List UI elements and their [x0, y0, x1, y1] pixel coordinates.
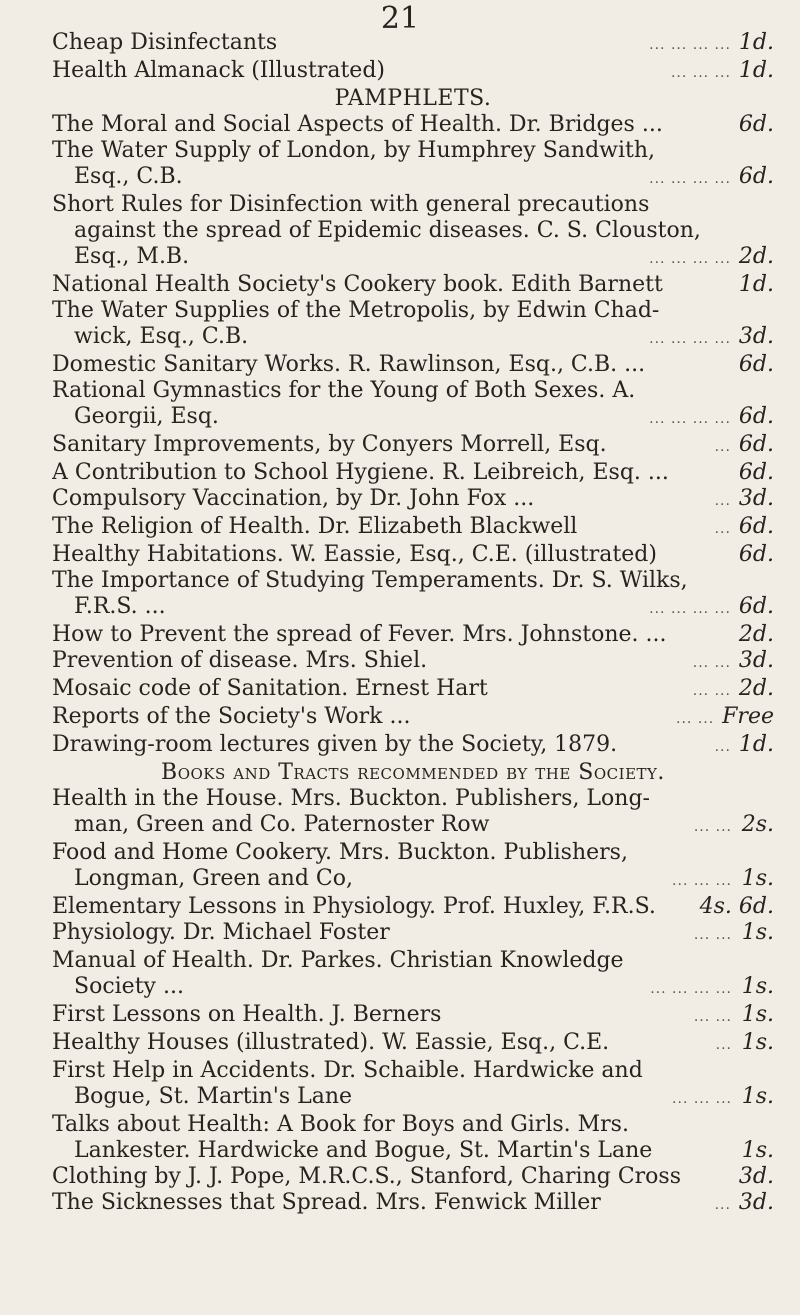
entry-price: 1d.: [738, 58, 774, 83]
entry-price: 6d.: [738, 460, 774, 485]
dot-leader: ... ... ... ...: [650, 981, 732, 997]
entry-price: 6d.: [738, 514, 774, 539]
list-item: [52, 272, 774, 298]
list-item: [52, 30, 774, 58]
dot-leader: ...: [714, 439, 731, 455]
entry-title: National Health Society's Cookery book. Edith Barnett: [52, 272, 663, 297]
pamphlet-list: [52, 112, 774, 760]
list-item: [52, 568, 774, 594]
page-number: 21: [380, 1, 420, 36]
list-item: [52, 460, 774, 486]
entry-price: 2d.: [738, 622, 774, 647]
entry-title: Physiology. Dr. Michael Foster: [52, 920, 390, 945]
list-item: [52, 1084, 774, 1112]
entry-title: Healthy Houses (illustrated). W. Eassie, Esq., C.E.: [52, 1030, 610, 1055]
entry-title: Prevention of disease. Mrs. Shiel.: [52, 648, 428, 673]
entry-title: Domestic Sanitary Works. R. Rawlinson, Esq., C.B. ...: [52, 352, 646, 377]
list-item: [52, 138, 774, 164]
entry-title: How to Prevent the spread of Fever. Mrs. Johnstone. ...: [52, 622, 667, 647]
dot-leader: ... ... ...: [670, 65, 731, 81]
list-item: [52, 812, 774, 840]
entry-price: 4s. 6d.: [699, 894, 774, 919]
list-item: [52, 244, 774, 272]
list-item: [52, 218, 774, 244]
list-item: [52, 1112, 774, 1138]
entry-title: Rational Gymnastics for the Young of Both Sexes. A.: [52, 378, 636, 403]
entry-price: 3d.: [738, 486, 774, 511]
entry-price: 6d.: [738, 542, 774, 567]
list-item: [52, 542, 774, 568]
entry-title: against the spread of Epidemic diseases. C. S. Clouston,: [74, 218, 701, 243]
price-list: [52, 30, 774, 1218]
entry-title: Clothing by J. J. Pope, M.R.C.S., Stanford, Charing Cross: [52, 1164, 681, 1189]
entry-price: 2s.: [741, 812, 774, 837]
entry-title: The Sicknesses that Spread. Mrs. Fenwick Miller: [52, 1190, 601, 1215]
entry-price: 2d.: [738, 676, 774, 701]
dot-leader: ... ... ... ...: [649, 37, 731, 53]
list-item: [52, 432, 774, 460]
entry-price: 1s.: [741, 866, 774, 891]
dot-leader: ...: [715, 1037, 732, 1053]
list-item: [52, 164, 774, 192]
entry-title: Talks about Health: A Book for Boys and Girls. Mrs.: [52, 1112, 629, 1137]
entry-title: Lankester. Hardwicke and Bogue, St. Martin's Lane: [74, 1138, 653, 1163]
entry-price: 3d.: [738, 324, 774, 349]
entry-price: 6d.: [738, 352, 774, 377]
dot-leader: ... ... ...: [672, 1091, 732, 1107]
entry-title: First Lessons on Health. J. Berners: [52, 1002, 442, 1027]
entry-title: First Help in Accidents. Dr. Schaible. Hardwicke and: [52, 1058, 643, 1083]
dot-leader: ...: [714, 521, 731, 537]
list-item: [52, 704, 774, 732]
dot-leader: ...: [714, 493, 731, 509]
entry-title: Esq., M.B.: [74, 244, 190, 269]
list-item: [52, 1190, 774, 1218]
dot-leader: ... ... ... ...: [649, 411, 731, 427]
list-item: [52, 298, 774, 324]
entry-title: A Contribution to School Hygiene. R. Leibreich, Esq. ...: [52, 460, 669, 485]
entry-price: 3d.: [738, 648, 774, 673]
list-item: [52, 1164, 774, 1190]
entry-title: man, Green and Co. Paternoster Row: [74, 812, 490, 837]
entry-title: Cheap Disinfectants: [52, 30, 278, 55]
entry-price: 6d.: [738, 594, 774, 619]
list-item: [52, 676, 774, 704]
list-item: [52, 648, 774, 676]
entry-title: Elementary Lessons in Physiology. Prof. Huxley, F.R.S.: [52, 894, 656, 919]
entry-title: Food and Home Cookery. Mrs. Buckton. Publishers,: [52, 840, 628, 865]
entry-title: Short Rules for Disinfection with general precautions: [52, 192, 650, 217]
entry-price: 1s.: [741, 1002, 774, 1027]
entry-title: Health Almanack (Illustrated): [52, 58, 385, 83]
entry-title: wick, Esq., C.B.: [74, 324, 249, 349]
entry-price: 6d.: [738, 432, 774, 457]
entry-title: Healthy Habitations. W. Eassie, Esq., C.E. (illustrated): [52, 542, 657, 567]
list-item: [52, 1002, 774, 1030]
entry-title: Esq., C.B.: [74, 164, 183, 189]
entry-title: Health in the House. Mrs. Buckton. Publishers, Long-: [52, 786, 650, 811]
entry-title: Longman, Green and Co,: [74, 866, 353, 891]
entry-price: 6d.: [738, 404, 774, 429]
entry-title: The Water Supply of London, by Humphrey Sandwith,: [52, 138, 656, 163]
entry-price: 6d.: [738, 112, 774, 137]
entry-price: 1d.: [738, 272, 774, 297]
entry-price: 1s.: [741, 1084, 774, 1109]
entry-price: 1s.: [741, 1030, 774, 1055]
list-item: [52, 786, 774, 812]
entry-title: The Importance of Studying Temperaments. Dr. S. Wilks,: [52, 568, 688, 593]
dot-leader: ...: [714, 739, 731, 755]
list-item: [52, 324, 774, 352]
entry-title: Georgii, Esq.: [74, 404, 219, 429]
entry-title: Mosaic code of Sanitation. Ernest Hart: [52, 676, 488, 701]
list-item: [52, 1030, 774, 1058]
books-heading: Books and Tracts recommended by the Society.: [161, 760, 665, 785]
list-item: [52, 840, 774, 866]
entry-title: Drawing-room lectures given by the Society, 1879.: [52, 732, 618, 757]
entry-price: 1d.: [738, 30, 774, 55]
list-item: [52, 1058, 774, 1084]
entry-title: Sanitary Improvements, by Conyers Morrell, Esq.: [52, 432, 607, 457]
entry-title: Bogue, St. Martin's Lane: [74, 1084, 353, 1109]
entry-title: Compulsory Vaccination, by Dr. John Fox ...: [52, 486, 535, 511]
dot-leader: ... ... ...: [672, 873, 732, 889]
list-item: [52, 866, 774, 894]
entry-price: 6d.: [738, 164, 774, 189]
entry-price: 3d.: [738, 1164, 774, 1189]
list-item: [52, 352, 774, 378]
list-item: [52, 594, 774, 622]
list-item: [52, 948, 774, 974]
entry-price: 1d.: [738, 732, 774, 757]
entry-title: Reports of the Society's Work ...: [52, 704, 411, 729]
entry-title: F.R.S. ...: [74, 594, 166, 619]
list-item: [52, 514, 774, 542]
entry-title: Manual of Health. Dr. Parkes. Christian Knowledge: [52, 948, 624, 973]
dot-leader: ...: [714, 1197, 731, 1213]
list-item: [52, 58, 774, 86]
list-item: [52, 732, 774, 760]
dot-leader: ... ... ... ...: [649, 171, 731, 187]
dot-leader: ... ...: [693, 819, 732, 835]
dot-leader: ... ...: [676, 711, 715, 727]
entry-price: 1s.: [741, 974, 774, 999]
entry-title: The Moral and Social Aspects of Health. Dr. Bridges ...: [52, 112, 663, 137]
list-item: [52, 894, 774, 920]
entry-title: The Religion of Health. Dr. Elizabeth Blackwell: [52, 514, 578, 539]
list-item: [52, 112, 774, 138]
list-item: [52, 192, 774, 218]
list-item: [52, 486, 774, 514]
dot-leader: ... ...: [693, 1009, 732, 1025]
entry-title: The Water Supplies of the Metropolis, by Edwin Chad-: [52, 298, 660, 323]
entry-price: 3d.: [738, 1190, 774, 1215]
dot-leader: ... ... ... ...: [649, 331, 731, 347]
list-item: [52, 1138, 774, 1164]
entry-price: 1s.: [741, 1138, 774, 1163]
list-item: [52, 622, 774, 648]
list-item: [52, 378, 774, 404]
entry-price: 2d.: [738, 244, 774, 269]
entry-price: 1s.: [741, 920, 774, 945]
entry-price: Free: [722, 704, 774, 729]
list-item: [52, 920, 774, 948]
dot-leader: ... ...: [693, 927, 732, 943]
book-list: [52, 786, 774, 1218]
dot-leader: ... ...: [692, 655, 731, 671]
entry-title: Society ...: [74, 974, 184, 999]
dot-leader: ... ...: [692, 683, 731, 699]
list-item: [52, 974, 774, 1002]
pamphlets-heading: PAMPHLETS.: [334, 86, 492, 111]
dot-leader: ... ... ... ...: [649, 601, 731, 617]
dot-leader: ... ... ... ...: [649, 251, 731, 267]
list-item: [52, 404, 774, 432]
